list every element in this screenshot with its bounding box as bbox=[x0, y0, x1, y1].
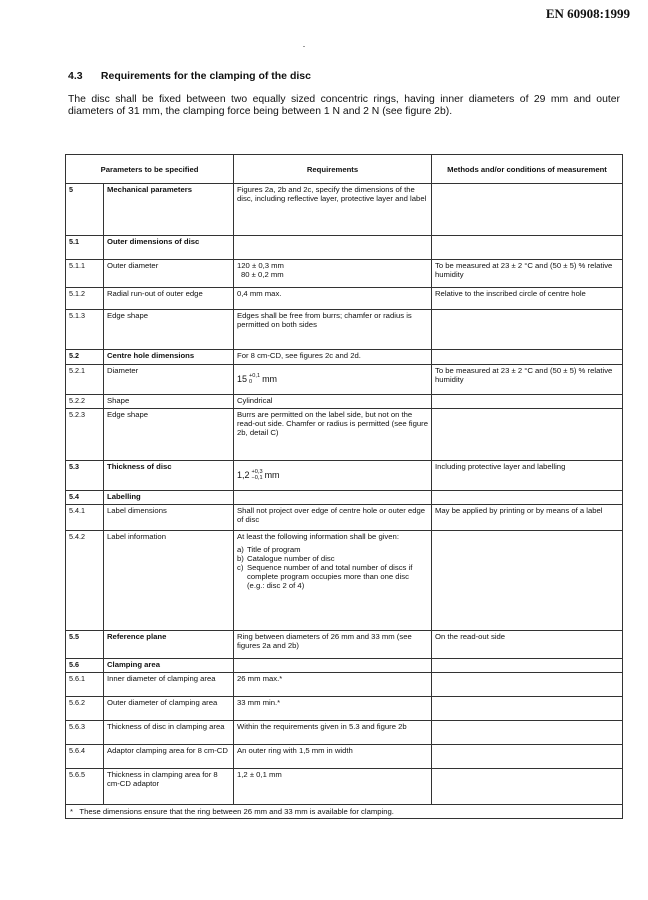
row-requirement: Burrs are permitted on the label side, but not on the read-out side. Chamfer or radius is permitted (see figure 2b, detail C) bbox=[234, 409, 432, 461]
list-item-label: c) bbox=[237, 563, 244, 572]
table-row bbox=[66, 461, 623, 491]
row-requirement: 1,2 ± 0,1 mm bbox=[234, 769, 432, 805]
table-header-row bbox=[66, 155, 623, 184]
table-row bbox=[66, 697, 623, 721]
row-parameter: Edge shape bbox=[104, 310, 234, 350]
row-method bbox=[432, 745, 623, 769]
row-number: 5.1 bbox=[66, 236, 104, 260]
footnote-marker: * bbox=[70, 807, 73, 816]
row-parameter: Adaptor clamping area for 8 cm-CD bbox=[104, 745, 234, 769]
row-method bbox=[432, 184, 623, 236]
row-number: 5.4 bbox=[66, 491, 104, 505]
table-row bbox=[66, 310, 623, 350]
row-parameter: Outer diameter bbox=[104, 260, 234, 288]
table-row bbox=[66, 631, 623, 659]
label-info-list bbox=[237, 545, 428, 590]
row-method bbox=[432, 236, 623, 260]
tolerance-upper: +0,1 bbox=[249, 372, 261, 379]
row-method: May be applied by printing or by means of a label bbox=[432, 505, 623, 531]
section-title: Requirements for the clamping of the disc bbox=[100, 70, 311, 82]
list-item bbox=[237, 563, 428, 590]
row-parameter: Outer diameter of clamping area bbox=[104, 697, 234, 721]
row-parameter: Inner diameter of clamping area bbox=[104, 673, 234, 697]
row-requirement bbox=[234, 236, 432, 260]
row-number: 5.5 bbox=[66, 631, 104, 659]
row-requirement: Cylindrical bbox=[234, 395, 432, 409]
requirement-unit: mm bbox=[264, 469, 280, 480]
row-parameter: Thickness in clamping area for 8 cm-CD adaptor bbox=[104, 769, 234, 805]
table-row bbox=[66, 491, 623, 505]
footnote bbox=[66, 805, 623, 819]
row-requirement: Shall not project over edge of centre hole or outer edge of disc bbox=[234, 505, 432, 531]
section-heading bbox=[68, 70, 311, 82]
row-number: 5 bbox=[66, 184, 104, 236]
row-number: 5.6.4 bbox=[66, 745, 104, 769]
row-requirement bbox=[234, 531, 432, 631]
row-requirement: Figures 2a, 2b and 2c, specify the dimensions of the disc, including reflective layer, protective layer and label bbox=[234, 184, 432, 236]
row-parameter: Thickness of disc in clamping area bbox=[104, 721, 234, 745]
row-method bbox=[432, 531, 623, 631]
row-parameter: Shape bbox=[104, 395, 234, 409]
row-method bbox=[432, 350, 623, 365]
row-requirement: 33 mm min.* bbox=[234, 697, 432, 721]
row-parameter: Labelling bbox=[104, 491, 234, 505]
row-parameter: Thickness of disc bbox=[104, 461, 234, 491]
row-number: 5.6.3 bbox=[66, 721, 104, 745]
scan-speck bbox=[303, 46, 305, 47]
table-row bbox=[66, 673, 623, 697]
list-item-text: Catalogue number of disc bbox=[247, 554, 335, 563]
list-item-label: a) bbox=[237, 545, 244, 554]
row-requirement: Within the requirements given in 5.3 and figure 2b bbox=[234, 721, 432, 745]
requirement-value: 15 bbox=[237, 373, 248, 384]
tolerance-upper: +0,3 bbox=[251, 468, 263, 475]
row-requirement bbox=[234, 365, 432, 395]
row-parameter: Centre hole dimensions bbox=[104, 350, 234, 365]
table-row bbox=[66, 365, 623, 395]
row-number: 5.3 bbox=[66, 461, 104, 491]
requirement-text: At least the following information shall be given: bbox=[237, 532, 399, 541]
tolerance bbox=[249, 373, 260, 385]
table-row bbox=[66, 395, 623, 409]
row-method: To be measured at 23 ± 2 °C and (50 ± 5) % relative humidity bbox=[432, 260, 623, 288]
row-requirement: Ring between diameters of 26 mm and 33 mm (see figures 2a and 2b) bbox=[234, 631, 432, 659]
row-parameter: Reference plane bbox=[104, 631, 234, 659]
list-item-label: b) bbox=[237, 554, 244, 563]
row-number: 5.2.2 bbox=[66, 395, 104, 409]
row-parameter: Radial run-out of outer edge bbox=[104, 288, 234, 310]
requirement-line: 80 ± 0,2 mm bbox=[241, 270, 284, 279]
row-parameter: Label information bbox=[104, 531, 234, 631]
row-requirement: 26 mm max.* bbox=[234, 673, 432, 697]
header-methods: Methods and/or conditions of measurement bbox=[432, 155, 623, 184]
row-number: 5.6.2 bbox=[66, 697, 104, 721]
row-number: 5.1.3 bbox=[66, 310, 104, 350]
row-method: Relative to the inscribed circle of centre hole bbox=[432, 288, 623, 310]
row-requirement bbox=[234, 260, 432, 288]
table-row bbox=[66, 659, 623, 673]
row-requirement: For 8 cm-CD, see figures 2c and 2d. bbox=[234, 350, 432, 365]
list-item-text: Title of program bbox=[247, 545, 301, 554]
row-method bbox=[432, 673, 623, 697]
tolerance bbox=[252, 469, 263, 481]
tolerance-lower: 0 bbox=[249, 378, 253, 385]
table-row bbox=[66, 769, 623, 805]
row-number: 5.2 bbox=[66, 350, 104, 365]
row-parameter: Mechanical parameters bbox=[104, 184, 234, 236]
row-requirement: An outer ring with 1,5 mm in width bbox=[234, 745, 432, 769]
table-row bbox=[66, 745, 623, 769]
row-method bbox=[432, 491, 623, 505]
row-requirement bbox=[234, 659, 432, 673]
row-number: 5.1.2 bbox=[66, 288, 104, 310]
row-number: 5.6.5 bbox=[66, 769, 104, 805]
row-method bbox=[432, 409, 623, 461]
requirement-line: 120 ± 0,3 mm bbox=[237, 261, 284, 270]
table-row bbox=[66, 184, 623, 236]
tolerance-lower: −0,1 bbox=[251, 474, 263, 481]
row-requirement bbox=[234, 461, 432, 491]
row-parameter: Clamping area bbox=[104, 659, 234, 673]
standard-code: EN 60908:1999 bbox=[545, 6, 630, 21]
row-method bbox=[432, 721, 623, 745]
row-number: 5.6 bbox=[66, 659, 104, 673]
header-parameters: Parameters to be specified bbox=[66, 155, 234, 184]
table-row bbox=[66, 288, 623, 310]
row-number: 5.6.1 bbox=[66, 673, 104, 697]
row-number: 5.2.1 bbox=[66, 365, 104, 395]
row-method bbox=[432, 697, 623, 721]
table-row bbox=[66, 409, 623, 461]
row-method: Including protective layer and labelling bbox=[432, 461, 623, 491]
footnote-text: These dimensions ensure that the ring between 26 mm and 33 mm is available for clamping. bbox=[79, 807, 394, 816]
list-item bbox=[237, 545, 428, 554]
list-item-text: Sequence number of and total number of discs if complete program occupies more than one disc (e.g.: disc 2 of 4) bbox=[247, 563, 413, 590]
row-parameter: Label dimensions bbox=[104, 505, 234, 531]
table-row bbox=[66, 531, 623, 631]
row-number: 5.1.1 bbox=[66, 260, 104, 288]
row-requirement bbox=[234, 491, 432, 505]
row-method bbox=[432, 769, 623, 805]
table-row bbox=[66, 260, 623, 288]
footnote-row bbox=[66, 805, 623, 819]
list-item bbox=[237, 554, 428, 563]
row-method bbox=[432, 395, 623, 409]
table-row bbox=[66, 236, 623, 260]
row-number: 5.2.3 bbox=[66, 409, 104, 461]
table-row bbox=[66, 505, 623, 531]
requirements-table bbox=[65, 154, 623, 819]
row-method bbox=[432, 310, 623, 350]
table-row bbox=[66, 721, 623, 745]
header-requirements: Requirements bbox=[234, 155, 432, 184]
row-parameter: Edge shape bbox=[104, 409, 234, 461]
row-method: To be measured at 23 ± 2 °C and (50 ± 5) % relative humidity bbox=[432, 365, 623, 395]
section-intro: The disc shall be fixed between two equally sized concentric rings, having inner diameters of 29 mm and outer diameters of 31 mm, the clamping force being between 1 N and 2 N (see figure 2b). bbox=[68, 94, 620, 117]
row-number: 5.4.2 bbox=[66, 531, 104, 631]
requirement-unit: mm bbox=[262, 373, 278, 384]
table-row bbox=[66, 350, 623, 365]
section-number: 4.3 bbox=[68, 70, 83, 82]
row-requirement: 0,4 mm max. bbox=[234, 288, 432, 310]
row-parameter: Outer dimensions of disc bbox=[104, 236, 234, 260]
row-requirement: Edges shall be free from burrs; chamfer or radius is permitted on both sides bbox=[234, 310, 432, 350]
row-parameter: Diameter bbox=[104, 365, 234, 395]
requirement-value: 1,2 bbox=[237, 469, 250, 480]
row-method: On the read-out side bbox=[432, 631, 623, 659]
row-number: 5.4.1 bbox=[66, 505, 104, 531]
row-method bbox=[432, 659, 623, 673]
